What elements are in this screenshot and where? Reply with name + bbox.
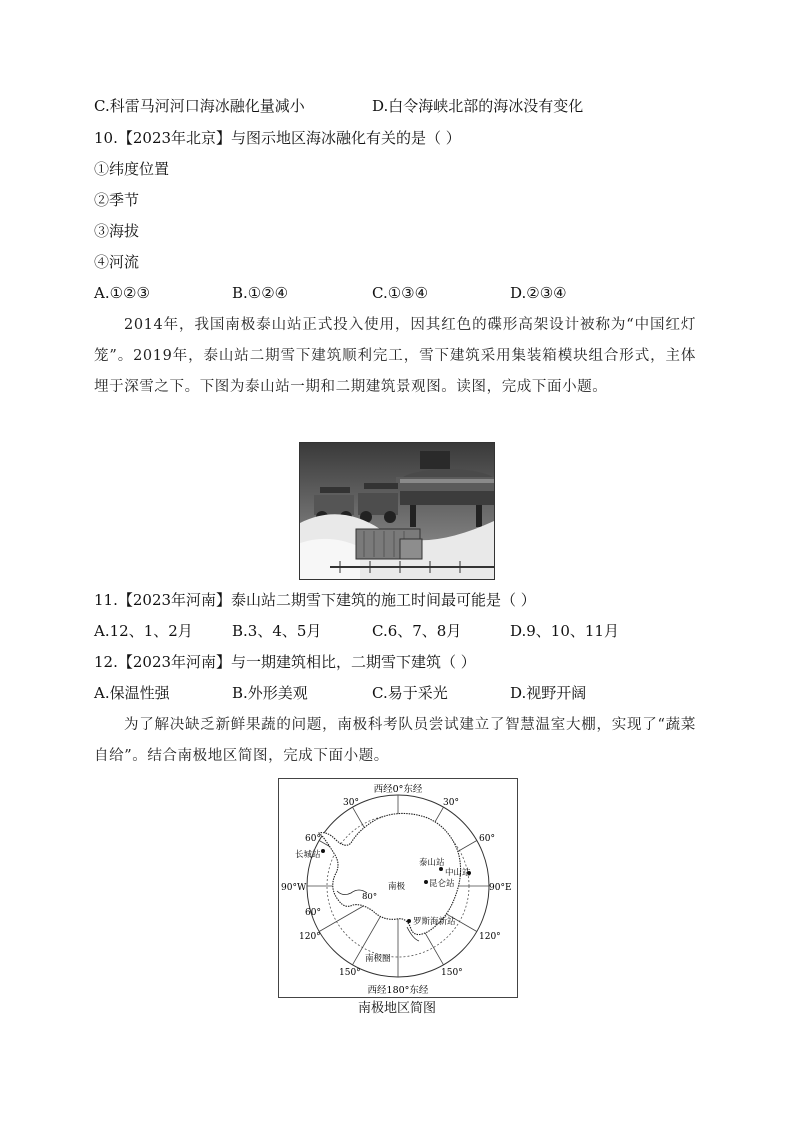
label-changcheng: 长城站: [295, 850, 321, 860]
label-kunlun: 昆仑站: [429, 879, 455, 889]
q12-option-b: B.外形美观: [232, 684, 308, 702]
label-90w: 90°W: [281, 883, 307, 893]
q9-option-c: C.科雷马河河口海冰融化量减小: [94, 97, 305, 115]
q12-stem: 12.【2023年河南】与一期建筑相比，二期雪下建筑（ ）: [94, 653, 476, 671]
taishan-station-photo: [299, 442, 495, 580]
q11-option-a: A.12、1、2月: [94, 622, 193, 640]
passage-taishan: 2014年，我国南极泰山站正式投入使用，因其红色的碟形高架设计被称为“中国红灯笼”。2019年，泰山站二期雪下建筑顺利完工，雪下建筑采用集装箱模块组合形式，主体埋于深雪之下。下图为泰山站一期和二期建筑景观图。读图，完成下面小题。: [94, 317, 696, 395]
q9-options-row: [94, 96, 714, 116]
q11-option-d: D.9、10、11月: [510, 622, 619, 640]
taishan-photo-graphic: [300, 443, 494, 579]
q10-stem: 10.【2023年北京】与图示地区海冰融化有关的是（ ）: [94, 129, 461, 147]
label-pole: 南极: [388, 882, 406, 892]
q12-option-c: C.易于采光: [372, 684, 448, 702]
label-zhongshan: 中山站: [445, 868, 471, 878]
q10-options-row: [94, 283, 714, 303]
antarctica-map-graphic: [279, 779, 517, 997]
label-60-right: 60°: [479, 834, 495, 844]
antarctica-map: [278, 778, 518, 998]
label-120-right: 120°: [479, 932, 501, 942]
label-top: 西经0°东经: [373, 784, 423, 795]
q11-option-b: B.3、4、5月: [232, 622, 322, 640]
label-60-left-lower: 60°: [305, 908, 321, 918]
q10-item-1: ①纬度位置: [94, 160, 170, 178]
q11-stem: 11.【2023年河南】泰山站二期雪下建筑的施工时间最可能是（ ）: [94, 591, 536, 609]
q12-option-a: A.保温性强: [94, 684, 170, 702]
q9-option-d: D.白令海峡北部的海冰没有变化: [372, 97, 584, 115]
q10-option-a: A.①②③: [94, 284, 150, 302]
label-150-left: 150°: [339, 968, 361, 978]
q12-options-row: [94, 683, 714, 703]
label-150-right: 150°: [441, 968, 463, 978]
q10-item-2: ②季节: [94, 191, 140, 209]
q10-option-d: D.②③④: [510, 284, 567, 302]
passage-greenhouse: 为了解决缺乏新鲜果蔬的问题，南极科考队员尝试建立了智慧温室大棚，实现了“蔬菜自给”。结合南极地区简图，完成下面小题。: [94, 717, 696, 764]
q11-options-row: [94, 621, 714, 641]
q12-option-d: D.视野开阔: [510, 684, 587, 702]
label-120-left: 120°: [299, 932, 321, 942]
label-taishan: 泰山站: [419, 858, 445, 868]
q11-option-c: C.6、7、8月: [372, 622, 462, 640]
label-rossnew: 罗斯海新站: [413, 917, 456, 927]
label-antarctic-circle: 南极圈: [365, 954, 391, 964]
label-80: 80°: [362, 892, 378, 902]
label-90e: 90°E: [489, 883, 512, 893]
map-caption: 南极地区简图: [357, 1001, 436, 1016]
label-30-left: 30°: [343, 798, 359, 808]
label-bottom: 西经180°东经: [367, 985, 429, 996]
q10-item-4: ④河流: [94, 253, 140, 271]
q10-option-c: C.①③④: [372, 284, 429, 302]
q10-option-b: B.①②④: [232, 284, 289, 302]
label-30-right: 30°: [443, 798, 459, 808]
q10-item-3: ③海拔: [94, 222, 140, 240]
label-60-left: 60°: [305, 834, 321, 844]
